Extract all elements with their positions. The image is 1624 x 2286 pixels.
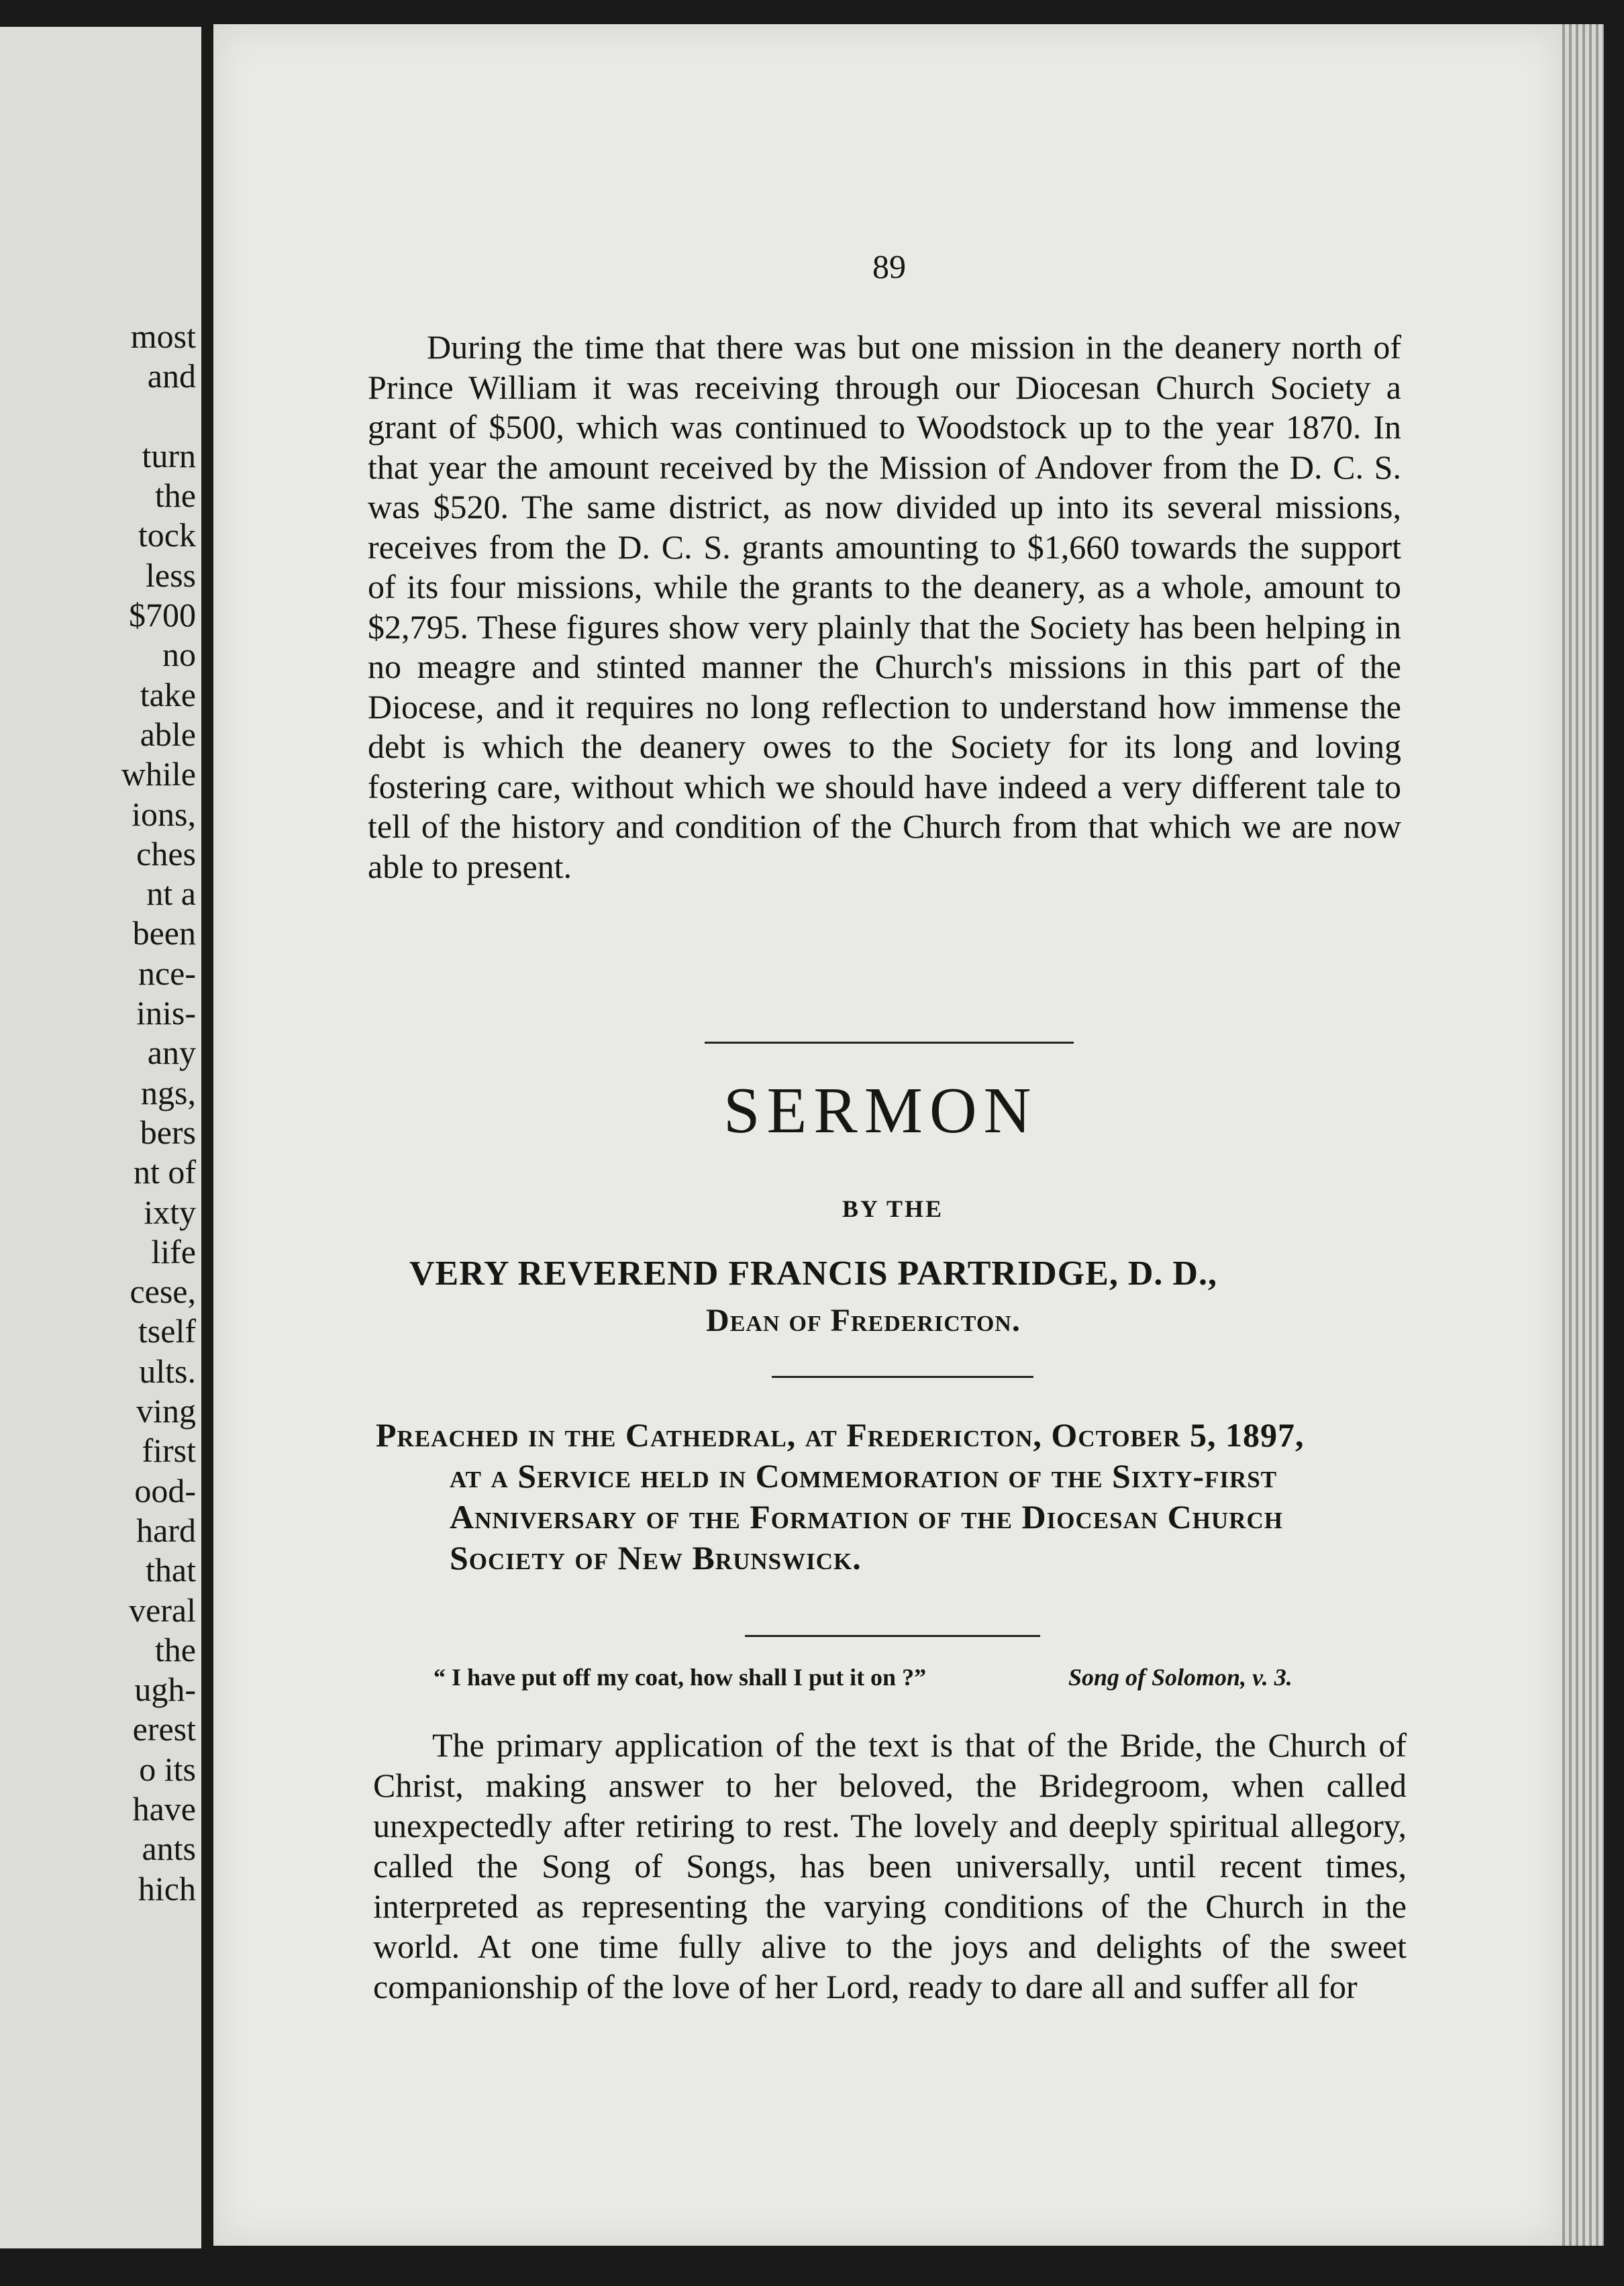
sermon-occasion xyxy=(376,1415,1409,1579)
facing-page-line: have xyxy=(132,1789,196,1828)
section-divider-bottom xyxy=(745,1635,1040,1637)
facing-page-line: take xyxy=(140,675,196,713)
facing-page-fragment xyxy=(0,27,201,2248)
epigraph-source: Song of Solomon, v. 3. xyxy=(1068,1664,1292,1691)
occasion-line-1: Preached in the Cathedral, at Fredericton, October 5, 1897, xyxy=(376,1416,1305,1454)
facing-page-line: ants xyxy=(142,1830,196,1868)
facing-page-line: ches xyxy=(136,834,196,873)
facing-page-line: nce- xyxy=(138,954,196,992)
facing-page-line: ngs, xyxy=(141,1073,196,1111)
facing-page-line: ults. xyxy=(139,1352,196,1390)
facing-page-line: able xyxy=(140,715,196,753)
facing-page-line: bers xyxy=(140,1113,196,1151)
byline-label: BY THE xyxy=(842,1195,944,1222)
occasion-line-2: at a Service held in Commemoration of the Sixty-first xyxy=(450,1457,1278,1495)
facing-page-line: inis- xyxy=(136,994,196,1032)
section-divider-middle xyxy=(772,1376,1033,1378)
facing-page-line: ixty xyxy=(144,1193,196,1231)
facing-page-line: that xyxy=(146,1551,196,1589)
facing-page-line: first xyxy=(142,1432,196,1470)
facing-page-line: nt of xyxy=(133,1153,196,1191)
facing-page-line: o its xyxy=(139,1750,196,1788)
facing-page-line: no xyxy=(162,636,196,674)
sermon-heading: SERMON xyxy=(723,1075,1038,1147)
epigraph-quote: “ I have put off my coat, how shall I put it on ?” xyxy=(434,1664,927,1691)
occasion-line-3: Anniversary of the Formation of the Diocesan Church xyxy=(450,1498,1283,1536)
preacher-title: Dean of Fredericton. xyxy=(706,1303,1021,1338)
facing-page-line: life xyxy=(151,1232,196,1271)
facing-page-line: hard xyxy=(136,1511,196,1549)
facing-page-line: any xyxy=(147,1034,196,1072)
facing-page-line: less xyxy=(146,556,196,594)
facing-page-line: ions, xyxy=(132,795,196,833)
sermon-body-paragraph: The primary application of the text is that of the Bride, the Church of Christ, making answer to her beloved, the Bridegroom, when called unexpectedly after retiring to rest. The lovely and deeply spiritual allegory, called the Song of Songs, has been universally, until recent times, interpreted as representing the varying conditions of the Church in the world. At one time fully alive to the joys and delights of the sweet companionship of the love of her Lord, ready to dare all and suffer all for xyxy=(373,1726,1407,2005)
facing-page-line: nt a xyxy=(146,875,196,913)
scripture-epigraph xyxy=(434,1663,1386,1691)
occasion-line-4: Society of New Brunswick. xyxy=(450,1539,862,1577)
facing-page-line: tself xyxy=(138,1312,196,1350)
facing-page-line: the xyxy=(154,1630,196,1669)
facing-page-line: and xyxy=(147,357,196,395)
intro-paragraph: During the time that there was but one mission in the deanery north of Prince William it was receiving through our Diocesan Church Society a grant of $500, which was continued to Woodstock up to the year 1870. In that year the amount received by the Mission of Andover from the D. C. S. was $520. The same district, as now divided up into its several missions, receives from the D. C. S. grants amounting to $1,660 towards the support of its four missions, while the grants to the deanery, as a whole, amount to $2,795. These figures show very plainly that the Society has been helping in no meagre and stinted manner the Church's missions in this part of the Diocese, and it requires no long reflection to understand how immense the debt is which the deanery owes to the Society for its long and loving fostering care, without which we should have indeed a very different tale to tell of the history and condition of the Church from that which we are now able to present. xyxy=(368,328,1401,885)
facing-page-text xyxy=(48,317,196,1909)
facing-page-line: most xyxy=(130,317,196,355)
page-stack-edge xyxy=(1562,24,1604,2246)
facing-page-line: ugh- xyxy=(134,1671,196,1709)
facing-page-line: ood- xyxy=(134,1471,196,1509)
section-divider-top xyxy=(705,1042,1074,1044)
page-number: 89 xyxy=(872,248,906,285)
facing-page-line: while xyxy=(121,755,196,793)
facing-page-line: ving xyxy=(136,1392,196,1430)
preacher-name: VERY REVEREND FRANCIS PARTRIDGE, D. D., xyxy=(409,1254,1217,1293)
facing-page-line: hich xyxy=(138,1869,196,1907)
facing-page-line: turn xyxy=(142,436,196,475)
facing-page-line: erest xyxy=(132,1710,196,1748)
facing-page-line: veral xyxy=(129,1591,196,1629)
facing-page-line xyxy=(48,397,196,436)
facing-page-line: been xyxy=(132,914,196,952)
facing-page-line: $700 xyxy=(129,596,196,634)
facing-page-line: the xyxy=(154,477,196,515)
facing-page-line: cese, xyxy=(130,1273,196,1311)
facing-page-line: tock xyxy=(138,516,196,554)
